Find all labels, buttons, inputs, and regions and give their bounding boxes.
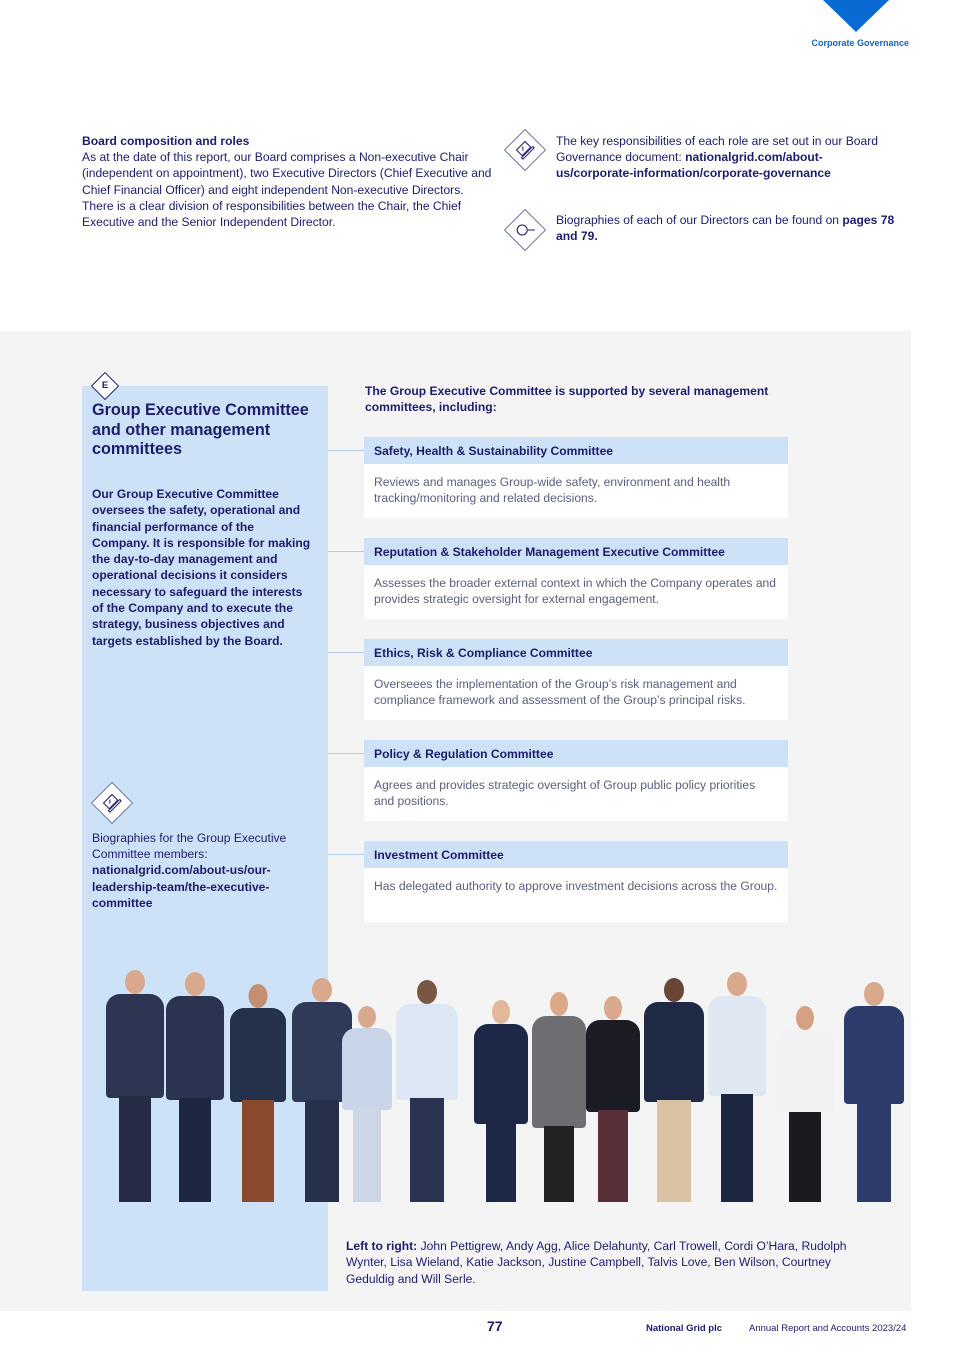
ref-director-biographies-link[interactable]: pages 78 and 79. xyxy=(556,213,895,244)
gec-title: Group Executive Committee and other management committees xyxy=(92,401,309,459)
committee-name: Ethics, Risk & Compliance Committee xyxy=(364,639,788,666)
board-composition-title: Board composition and roles xyxy=(82,134,250,148)
magnifier-icon xyxy=(504,209,546,251)
ref-board-governance-text: The key responsibilities of each role are set out in our Board Governance document: xyxy=(556,134,879,165)
gec-biographies xyxy=(92,830,312,911)
committee-name: Policy & Regulation Committee xyxy=(364,740,788,767)
ref-board-governance xyxy=(556,133,896,182)
committee-card xyxy=(364,538,788,619)
person-figure xyxy=(396,976,458,1202)
person-figure xyxy=(230,970,286,1202)
ref-board-governance-link[interactable]: nationalgrid.com/about-us/corporate-information/corporate-governance xyxy=(556,150,831,181)
caption-names: John Pettigrew, Andy Agg, Alice Delahunty, Carl Trowell, Cordi O’Hara, Rudolph Wynter, Lisa Wieland, Katie Jackson, Justine Campbell, Talvis Love, Ben Wilson, Courtney Geduldig and Will Serle. xyxy=(346,1239,847,1286)
committee-description: Reviews and manages Group-wide safety, environment and health tracking/monitoring and related decisions. xyxy=(364,464,788,518)
person-figure xyxy=(532,972,586,1202)
committee-card xyxy=(364,841,788,922)
committee-card xyxy=(364,437,788,518)
person-figure xyxy=(708,964,766,1202)
person-figure xyxy=(844,970,904,1202)
gec-description: Our Group Executive Committee oversees the safety, operational and financial performance of the Company. It is responsible for making the day-to-day management and operational decisions it considers necessary to safeguard the interests of the Company and to execute the strategy, business objectives and targets established by the Board. xyxy=(92,487,311,648)
committee-name: Reputation & Stakeholder Management Executive Committee xyxy=(364,538,788,565)
gec-biographies-link[interactable]: nationalgrid.com/about-us/our-leadership-team/the-executive-committee xyxy=(92,863,271,910)
committee-card xyxy=(364,639,788,720)
committee-name: Investment Committee xyxy=(364,841,788,868)
committee-description: Overseees the implementation of the Group’s risk management and compliance framework and assessment of the Group’s principal risks. xyxy=(364,666,788,720)
person-figure xyxy=(644,968,704,1202)
committees-intro: The Group Executive Committee is supported by several management committees, including: xyxy=(365,384,769,415)
ref-director-biographies-text: Biographies of each of our Directors can be found on xyxy=(556,213,843,227)
corner-accent-triangle xyxy=(823,0,889,32)
committee-description: Assesses the broader external context in which the Company operates and provides strategic oversight for external engagement. xyxy=(364,565,788,619)
committee-name: Safety, Health & Sustainability Committee xyxy=(364,437,788,464)
laptop-icon xyxy=(504,129,546,171)
person-figure xyxy=(474,988,528,1202)
page-number: 77 xyxy=(487,1318,503,1334)
gec-biographies-text: Biographies for the Group Executive Committee members: xyxy=(92,831,287,862)
committee-description: Agrees and provides strategic oversight of Group public policy priorities and positions. xyxy=(364,767,788,821)
footer-company: National Grid plc xyxy=(646,1323,723,1334)
committee-card xyxy=(364,740,788,821)
committee-connector xyxy=(328,551,364,552)
group-photo xyxy=(96,952,908,1202)
committee-connector xyxy=(328,450,364,451)
committee-description: Has delegated authority to approve investment decisions across the Group. xyxy=(364,868,788,922)
footer-report: Annual Report and Accounts 2023/24 xyxy=(749,1323,907,1334)
board-composition-body: As at the date of this report, our Board comprises a Non-executive Chair (independent on appointment), two Executive Directors (Chief Executive and Chief Financial Officer) and eight independent Non-executive Directors. There is a clear division of responsibilities between the Chair, the Chief Executive and the Senior Independent Director. xyxy=(82,150,492,230)
board-composition-section xyxy=(82,133,492,230)
section-label: Corporate Governance xyxy=(811,38,909,48)
committee-connector xyxy=(328,854,364,855)
photo-caption xyxy=(346,1238,866,1287)
person-figure xyxy=(106,966,164,1202)
person-figure xyxy=(776,980,834,1202)
person-figure xyxy=(166,966,224,1202)
committee-connector xyxy=(328,753,364,754)
caption-lead: Left to right: xyxy=(346,1239,418,1253)
ref-director-biographies xyxy=(556,212,896,244)
e-badge-letter: E xyxy=(101,380,109,391)
person-figure xyxy=(342,996,392,1202)
committee-connector xyxy=(328,652,364,653)
person-figure xyxy=(586,982,640,1202)
